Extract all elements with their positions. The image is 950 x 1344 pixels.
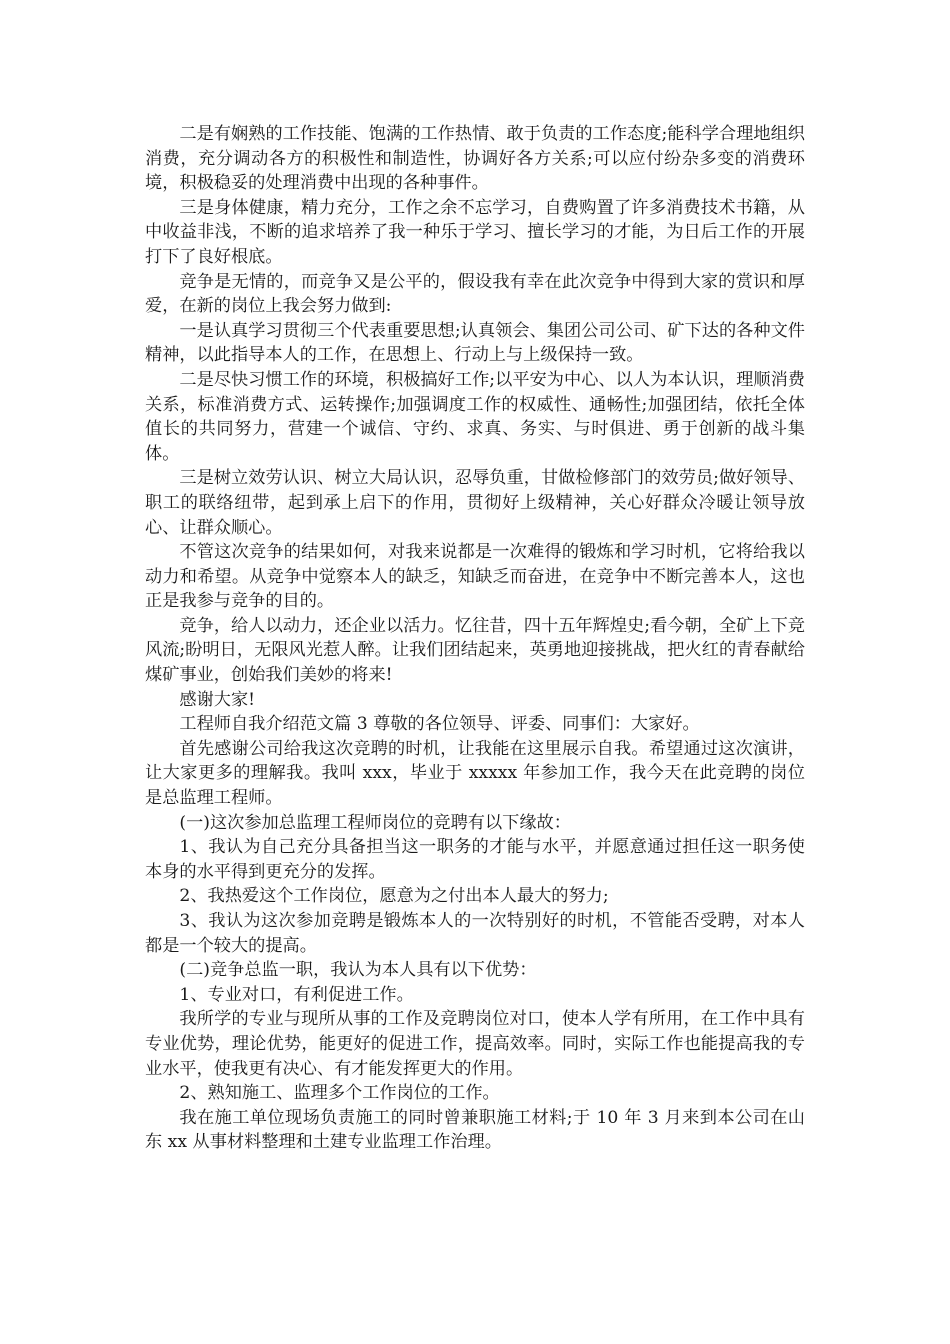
paragraph: (一)这次参加总监理工程师岗位的竞聘有以下缘故： <box>179 812 571 833</box>
paragraph: 1、专业对口，有利促进工作。 <box>179 984 414 1005</box>
paragraph: 二是有娴熟的工作技能、饱满的工作热情、敢于负责的工作态度;能科学合理地组织消费，充分调动各方的积极性和制造性，协调好各方关系;可以应付纷杂多变的消费环境，积极稳妥的处理消费中出现的各种事件。 <box>145 124 805 194</box>
paragraph: 二是尽快习惯工作的环境，积极搞好工作;以平安为中心、以人为本认识，理顺消费关系，标准消费方式、运转操作;加强调度工作的权威性、通畅性;加强团结，依托全体值长的共同努力，营建一个诚信、守约、求真、务实、与时俱进、勇于创新的战斗集体。 <box>145 369 805 464</box>
paragraph: 2、熟知施工、监理多个工作岗位的工作。 <box>179 1083 500 1104</box>
section-heading: 工程师自我介绍范文篇 3 尊敬的各位领导、评委、同事们：大家好。 <box>179 714 700 735</box>
paragraph: 三是身体健康，精力充分，工作之余不忘学习，自费购置了许多消费技术书籍，从中收益非浅，不断的追求培养了我一种乐于学习、擅长学习的才能，为日后工作的开展打下了良好根底。 <box>145 197 805 267</box>
paragraph: 3、我认为这次参加竞聘是锻炼本人的一次特别好的时机，不管能否受聘，对本人都是一个较大的提高。 <box>145 911 805 956</box>
paragraph: 一是认真学习贯彻三个代表重要思想;认真领会、集团公司公司、矿下达的各种文件精神，以此指导本人的工作，在思想上、行动上与上级保持一致。 <box>145 320 805 366</box>
paragraph: 我在施工单位现场负责施工的同时曾兼职施工材料;于 10 年 3 月来到本公司在山东 xx 从事材料整理和土建专业监理工作治理。 <box>145 1107 805 1153</box>
paragraph: 竞争是无情的，而竞争又是公平的，假设我有幸在此次竞争中得到大家的赏识和厚爱，在新的岗位上我会努力做到: <box>145 271 805 317</box>
paragraph: 2、我热爱这个工作岗位，愿意为之付出本人最大的努力; <box>179 886 609 907</box>
document-body <box>145 122 805 1155</box>
paragraph: 首先感谢公司给我这次竞聘的时机，让我能在这里展示自我。希望通过这次演讲，让大家更多的理解我。我叫 xxx，毕业于 xxxxx 年参加工作，我今天在此竞聘的岗位是总监理工程师。 <box>145 738 805 809</box>
paragraph: 不管这次竞争的结果如何，对我来说都是一次难得的锻炼和学习时机，它将给我以动力和希望。从竞争中觉察本人的缺乏，知缺乏而奋进，在竞争中不断完善本人，这也正是我参与竞争的目的。 <box>145 542 805 612</box>
paragraph: 竞争，给人以动力，还企业以活力。忆往昔，四十五年辉煌史;看今朝，全矿上下竞风流;盼明日，无限风光惹人醉。让我们团结起来，英勇地迎接挑战，把火红的青春献给煤矿事业，创始我们美妙的将来! <box>145 615 805 686</box>
paragraph: (二)竞争总监一职，我认为本人具有以下优势： <box>179 960 537 981</box>
paragraph: 我所学的专业与现所从事的工作及竞聘岗位对口，使本人学有所用，在工作中具有专业优势，理论优势，能更好的促进工作，提高效率。同时，实际工作也能提高我的专业水平，使我更有决心、有才能发挥更大的作用。 <box>145 1009 805 1079</box>
paragraph: 感谢大家! <box>179 689 256 710</box>
paragraph: 三是树立效劳认识、树立大局认识，忍辱负重，甘做检修部门的效劳员;做好领导、职工的联络纽带，起到承上启下的作用，贯彻好上级精神，关心好群众冷暖让领导放心、让群众顺心。 <box>145 468 805 538</box>
paragraph: 1、我认为自己充分具备担当这一职务的才能与水平，并愿意通过担任这一职务使本身的水平得到更充分的发挥。 <box>145 837 805 882</box>
